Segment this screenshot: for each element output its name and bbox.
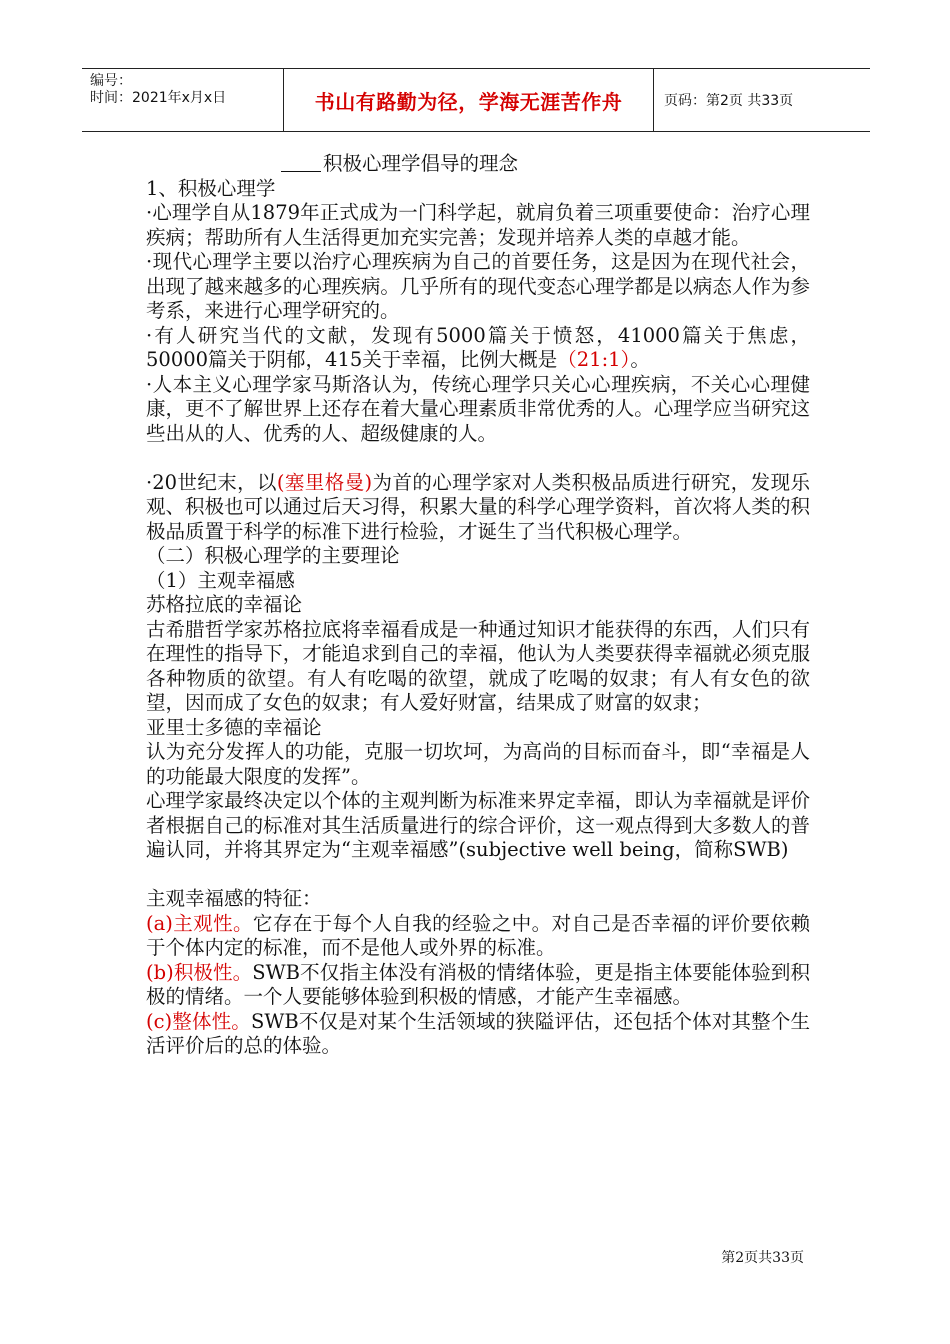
paragraph-text: ·20世纪末，以 bbox=[146, 470, 277, 494]
paragraph: ·人本主义心理学家马斯洛认为，传统心理学只关心心理疾病，不关心心理健康，更不了解世界上还存在着大量心理素质非常优秀的人。心理学应当研究这些出从的人、优秀的人、超级健康的人。 bbox=[146, 372, 810, 445]
paragraph bbox=[146, 471, 810, 545]
feature-label: (c)整体性。 bbox=[146, 1009, 251, 1033]
header-motto: 书山有路勤为径，学海无涯苦作舟 bbox=[314, 89, 623, 114]
feature-item bbox=[146, 961, 810, 1010]
feature-text: SWB不仅是对某个生活领域的狭隘评估，还包括个体对其整个生活评价后的总的体验。 bbox=[146, 1009, 810, 1057]
feature-text: SWB不仅指主体没有消极的情绪体验，更是指主体要能体验到积极的情绪。一个人要能够体验到积极的情感，才能产生幸福感。 bbox=[146, 960, 811, 1008]
document-number-label: 编号： bbox=[90, 73, 132, 89]
paragraph: 心理学家最终决定以个体的主观判断为标准来界定幸福，即认为幸福就是评价者根据自己的标准对其生活质量进行的综合评价，这一观点得到大多数人的普遍认同，并将其界定为“主观幸福感”(subjective well being，简称SWB) bbox=[146, 789, 810, 861]
subsection-heading: （1）主观幸福感 bbox=[146, 568, 295, 592]
page-header bbox=[82, 68, 870, 132]
title-blank-underline bbox=[281, 153, 321, 172]
header-page-cell bbox=[654, 69, 870, 131]
topic-heading: 苏格拉底的幸福论 bbox=[146, 593, 303, 616]
header-page-number: 页码：第2页 共33页 bbox=[664, 93, 794, 109]
topic-heading: 主观幸福感的特征： bbox=[146, 887, 322, 910]
feature-item bbox=[146, 912, 810, 961]
spacer bbox=[146, 863, 810, 888]
paragraph: ·现代心理学主要以治疗心理疾病为自己的首要任务，这是因为在现代社会，出现了越来越多的心理疾病。几乎所有的现代变态心理学都是以病态人作为参考系，来进行心理学研究的。 bbox=[146, 250, 810, 322]
header-meta bbox=[82, 69, 284, 131]
paragraph-text: 。 bbox=[630, 348, 650, 371]
page-footer: 第2页共33页 bbox=[721, 1250, 804, 1266]
topic-heading: 亚里士多德的幸福论 bbox=[146, 715, 322, 739]
spacer bbox=[146, 446, 810, 471]
document-date-label: 时间：2021年x月x日 bbox=[90, 90, 227, 106]
paragraph: ·心理学自从1879年正式成为一门科学起，就肩负着三项重要使命：治疗心理疾病；帮助所有人生活得更加充实完善；发现并培养人类的卓越才能。 bbox=[146, 201, 810, 249]
highlight-name: (塞里格曼) bbox=[276, 470, 373, 494]
paragraph-text: ·有人研究当代的文献，发现有5000篇关于愤怒，41000篇关于焦虑，50000篇关于阴郁，415关于幸福，比例大概是 bbox=[146, 323, 810, 371]
feature-label: (b)积极性。 bbox=[146, 960, 253, 984]
section-heading: 1、积极心理学 bbox=[146, 176, 276, 200]
document-title-line bbox=[146, 152, 810, 177]
document-body bbox=[146, 152, 810, 1059]
feature-item bbox=[146, 1010, 810, 1059]
document-title: 积极心理学倡导的理念 bbox=[323, 152, 519, 175]
subsection-heading: （二）积极心理学的主要理论 bbox=[146, 544, 400, 567]
feature-label: (a)主观性。 bbox=[146, 911, 253, 935]
header-motto-cell bbox=[284, 69, 654, 131]
paragraph: 古希腊哲学家苏格拉底将幸福看成是一种通过知识才能获得的东西，人们只有在理性的指导下，才能追求到自己的幸福，他认为人类要获得幸福就必须克服各种物质的欲望。有人有吃喝的欲望，就成了吃喝的奴隶；有人有女色的欲望，因而成了女色的奴隶；有人爱好财富，结果成了财富的奴隶； bbox=[146, 617, 810, 714]
paragraph bbox=[146, 324, 810, 373]
highlight-ratio: （21:1） bbox=[557, 348, 631, 371]
paragraph: 认为充分发挥人的功能，克服一切坎坷，为高尚的目标而奋斗，即“幸福是人的功能最大限度的发挥”。 bbox=[146, 740, 810, 788]
feature-text: 它存在于每个人自我的经验之中。对自己是否幸福的评价要依赖于个体内定的标准，而不是他人或外界的标准。 bbox=[146, 911, 810, 959]
paragraph-text: 为首的心理学家对人类积极品质进行研究，发现乐观、积极也可以通过后天习得，积累大量的科学心理学资料，首次将人类的积极品质置于科学的标准下进行检验，才诞生了当代积极心理学。 bbox=[146, 470, 810, 543]
